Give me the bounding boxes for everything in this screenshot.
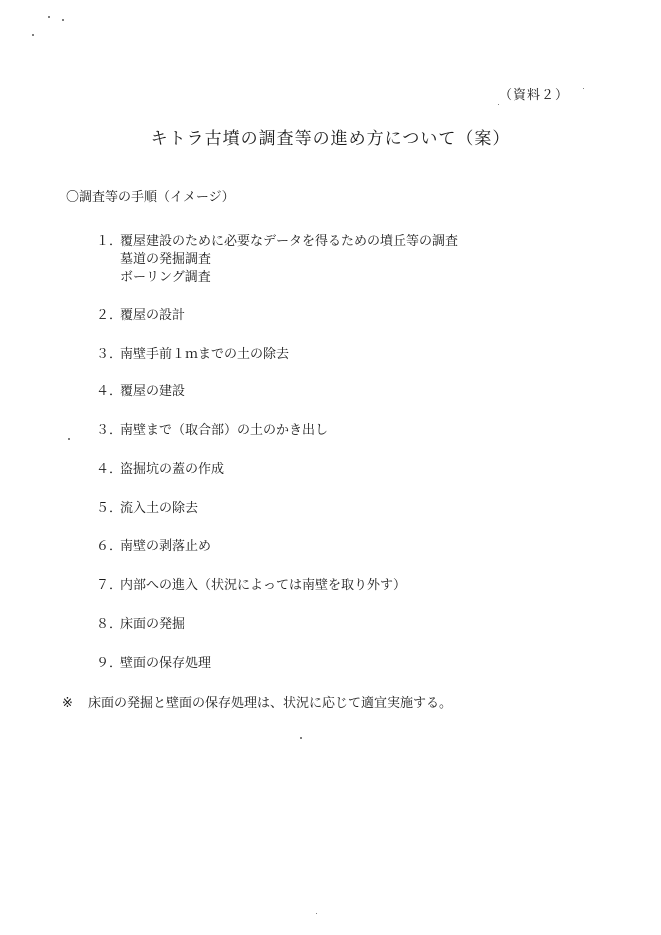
step-item [96,419,328,438]
step-number: ６． [96,539,123,554]
page-title: キトラ古墳の調査等の進め方について（案） [150,129,511,149]
step-text: 南壁手前１ｍまでの土の除去 [120,347,290,362]
step-number: ８． [96,617,123,632]
step-text: 床面の発掘 [120,617,186,632]
step-item [96,304,185,323]
step-text: 覆屋建設のために必要なデータを得るための墳丘等の調査 [120,234,459,249]
step-sub-item: ボーリング調査 [120,270,211,285]
step-text: 壁面の保存処理 [120,656,212,671]
step-number: ４． [96,384,123,399]
step-item [96,652,211,671]
step-text: 南壁まで（取合部）の土のかき出し [120,423,329,438]
scan-speck [316,913,317,914]
document-label: （資料２） [498,88,569,103]
step-item [96,535,211,554]
step-item [96,574,406,593]
step-item [96,458,224,477]
section-heading: 〇調査等の手順（イメージ） [66,190,235,205]
step-text: 内部への進入（状況によっては南壁を取り外す） [120,578,407,593]
step-text: 流入土の除去 [120,501,199,516]
step-number: ３． [96,423,123,438]
step-text: 盗掘坑の蓋の作成 [120,462,225,477]
scan-speck [62,19,64,21]
step-number: ７． [96,578,123,593]
step-number: ５． [96,501,123,516]
step-number: ９． [96,656,123,671]
step-number: ３． [96,347,123,362]
scan-speck [48,16,50,18]
step-item [96,613,185,632]
step-text: 覆屋の建設 [120,384,186,399]
step-number: ２． [96,308,123,323]
reference-mark-icon: ※ [62,696,73,711]
step-number: １． [96,234,123,249]
scan-speck [300,737,302,739]
footnote-text: 床面の発掘と壁面の保存処理は、状況に応じて適宜実施する。 [88,696,453,711]
scan-speck [498,104,499,105]
step-text: 南壁の剥落止め [120,539,212,554]
scan-speck [32,34,34,36]
step-sub-item: 墓道の発掘調査 [120,252,212,267]
scan-speck [68,438,70,440]
footnote [62,692,452,711]
step-item [96,230,458,249]
scan-speck [583,88,584,89]
step-text: 覆屋の設計 [120,308,186,323]
step-item [96,343,289,362]
step-item [96,497,198,516]
step-item [96,380,185,399]
step-number: ４． [96,462,123,477]
